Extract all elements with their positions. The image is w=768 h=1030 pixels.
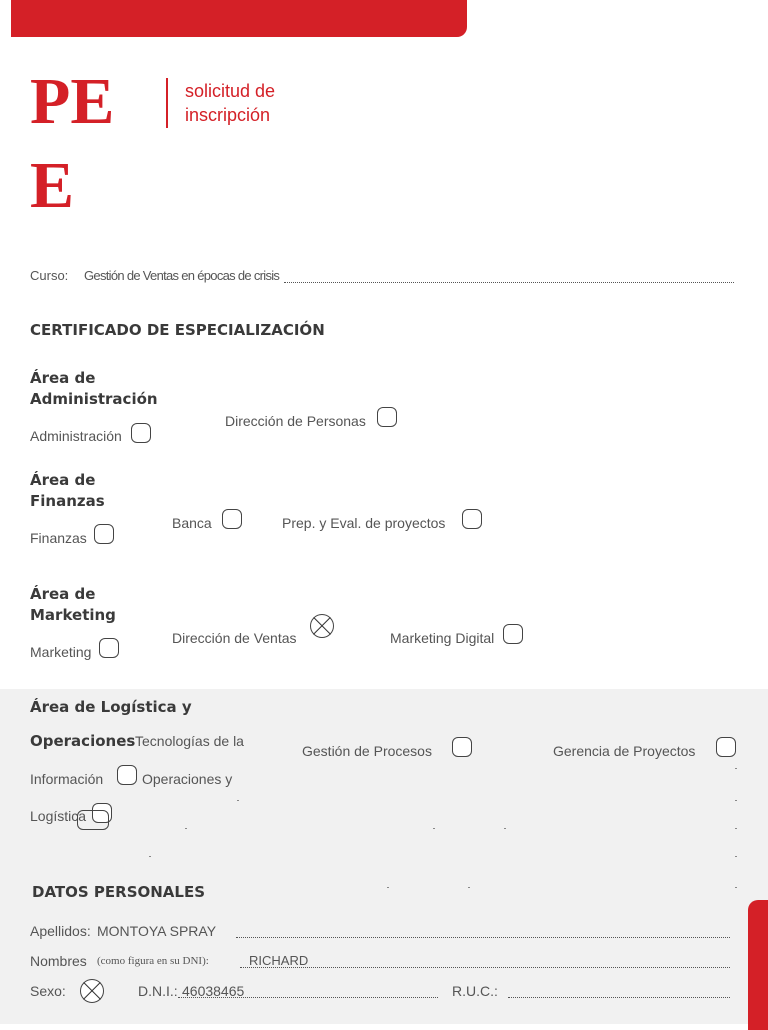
surname-label: Apellidos: [30, 923, 91, 939]
banking-option-label: Banca [172, 515, 212, 531]
scan-speck [504, 828, 506, 829]
scan-speck [735, 828, 737, 829]
finance-option-label: Finanzas [30, 530, 87, 546]
name-value[interactable]: RICHARD [249, 953, 309, 968]
marketing-option-label: Marketing [30, 644, 92, 660]
marketing-title-line1: Área de [30, 585, 96, 603]
header-divider [166, 78, 168, 128]
digital-marketing-checkbox[interactable] [503, 624, 523, 644]
process-mgmt-option-label: Gestión de Procesos [302, 743, 432, 759]
pee-logo: PE E [30, 65, 115, 222]
scan-speck [387, 887, 389, 888]
it-checkbox[interactable] [117, 765, 137, 785]
projects-eval-checkbox[interactable] [462, 509, 482, 529]
scan-speck [185, 828, 187, 829]
admin-area-title [30, 368, 158, 410]
ops-logistics-option-label-part2: Logística [30, 808, 87, 824]
projects-eval-option-label: Prep. y Eval. de proyectos [282, 515, 446, 531]
scan-speck [237, 800, 239, 801]
logistics-title-line2: Operaciones [30, 732, 136, 750]
side-red-tab [748, 900, 768, 1030]
course-value[interactable]: Gestión de Ventas en épocas de crisis [84, 268, 280, 283]
subtitle-line1: solicitud de [185, 81, 276, 101]
sex-checkbox-checked[interactable] [80, 979, 104, 1003]
finance-area-title [30, 470, 105, 512]
dni-underline [178, 997, 438, 998]
project-mgmt-option-label: Gerencia de Proyectos [553, 743, 696, 759]
it-option-label-part2: Información [30, 771, 104, 787]
surname-value[interactable]: MONTOYA SPRAY [97, 923, 217, 939]
dni-label: D.N.I.: [138, 983, 178, 999]
course-underline [284, 282, 734, 283]
personal-data-heading: DATOS PERSONALES [32, 883, 206, 901]
ops-logistics-checkbox-overlap [77, 810, 109, 830]
marketing-checkbox[interactable] [99, 638, 119, 658]
scan-speck [735, 887, 737, 888]
top-red-bar [11, 0, 467, 37]
scan-speck [735, 768, 737, 769]
name-note: (como figura en su DNI): [97, 955, 209, 967]
scan-speck [468, 887, 470, 888]
banking-checkbox[interactable] [222, 509, 242, 529]
logistics-title-line1: Área de Logística y [30, 698, 192, 716]
subtitle-line2: inscripción [185, 105, 271, 125]
scan-speck [149, 856, 151, 857]
personnel-checkbox[interactable] [377, 407, 397, 427]
finance-title-line1: Área de [30, 471, 96, 489]
ops-logistics-option-label-part1: Operaciones y [142, 771, 233, 787]
scan-speck [735, 800, 737, 801]
it-option-label-part1: Tecnologías de la [135, 733, 244, 749]
dni-value[interactable]: 46038465 [182, 983, 245, 999]
ruc-underline[interactable] [508, 997, 730, 998]
name-label: Nombres [30, 953, 87, 969]
form-subtitle [185, 79, 275, 127]
surname-underline [236, 937, 730, 938]
process-mgmt-checkbox[interactable] [452, 737, 472, 757]
marketing-title-line2: Marketing [30, 606, 116, 624]
certificate-heading: CERTIFICADO DE ESPECIALIZACIÓN [30, 321, 325, 339]
admin-option-label: Administración [30, 428, 122, 444]
admin-title-line2: Administración [30, 390, 158, 408]
finance-title-line2: Finanzas [30, 492, 105, 510]
sales-direction-checkbox-checked[interactable] [310, 614, 334, 638]
finance-checkbox[interactable] [94, 524, 114, 544]
digital-marketing-option-label: Marketing Digital [390, 630, 495, 646]
personnel-option-label: Dirección de Personas [225, 413, 366, 429]
ruc-label: R.U.C.: [452, 983, 498, 999]
scan-speck [735, 856, 737, 857]
course-label: Curso: [30, 268, 69, 283]
project-mgmt-checkbox[interactable] [716, 737, 736, 757]
sales-direction-option-label: Dirección de Ventas [172, 630, 297, 646]
sex-label: Sexo: [30, 983, 66, 999]
admin-checkbox[interactable] [131, 423, 151, 443]
scan-speck [433, 828, 435, 829]
marketing-area-title [30, 584, 116, 626]
admin-title-line1: Área de [30, 369, 96, 387]
name-underline [240, 967, 730, 968]
